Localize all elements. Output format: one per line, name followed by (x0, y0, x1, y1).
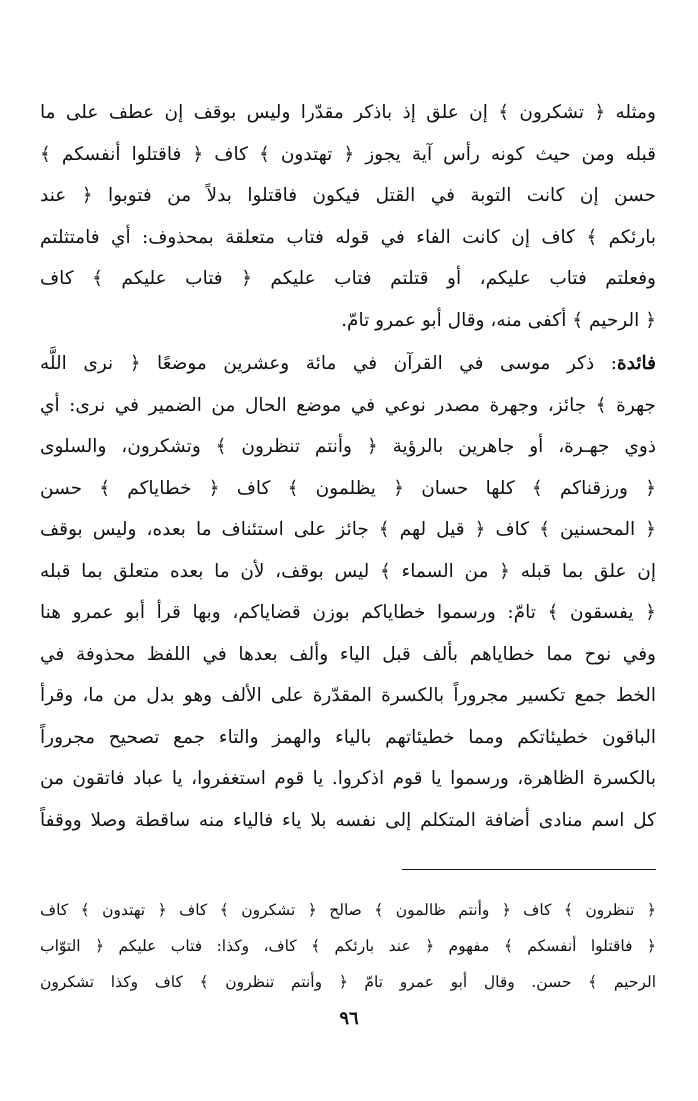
footnote-block (40, 892, 656, 1000)
fa-line (40, 343, 656, 385)
text-line: ﴿ يفسقون ﴾ تامّ: ورسموا خطاياكم بوزن قضاياكم، وبها قرأ أبو عمرو هنا (40, 602, 656, 623)
text-line: ﴿ ورزقناكم ﴾ كلها حسان ﴿ يظلمون ﴾ كاف ﴿ خطاياكم ﴾ حسن (40, 477, 656, 499)
text-line: الباقون خطيئاتكم ومما خطيئاتهم بالياء والهمز والتاء جمع تصحيح مجروراً (40, 726, 656, 748)
fa-line-rest: : ذكر موسى في القرآن في مائة وعشرين موضعًا ﴿ نرى اللَّه (40, 353, 617, 374)
text-line: الخط جمع تكسير مجروراً بالكسرة المقدّرة على الألف وهو بدل من ما، وقرأ (40, 685, 656, 706)
text-line: وفعلتم فتاب عليكم، أو قتلتم فتاب عليكم ﴿ فتاب عليكم ﴾ كاف (40, 268, 656, 289)
text-line: ﴿ المحسنين ﴾ كاف ﴿ قيل لهم ﴾ جائز على استئناف ما بعده، وليس بوقف (40, 519, 656, 540)
page-number: ٩٦ (339, 1008, 359, 1029)
text-line: وفي نوح مما خطاياهم بألف قبل الياء وألف بعدها في اللفظ محذوفة في (40, 643, 656, 665)
text-line: ﴿ الرحيم ﴾ أكفى منه، وقال أبو عمرو تامّ. (341, 309, 656, 331)
text-line: حسن إن كانت التوبة في القتل فيكون فاقتلوا بدلاً من فتوبوا ﴿ عند (40, 185, 656, 206)
main-text-block (40, 92, 656, 841)
text-line: جهرة ﴾ جائز، وجهرة مصدر نوعي في موضع الحال من الضمير في نرى: أي (40, 394, 656, 416)
text-line: ذوي جهـرة، أو جاهرين بالرؤية ﴿ وأنتم تنظرون ﴾ وتشكرون، والسلوى (40, 436, 656, 457)
footnote-line: ﴿ فاقتلوا أنفسكم ﴾ مفهوم ﴿ عند بارئكم ﴾ كاف، وكذا: فتاب عليكم ﴿ التوّاب (40, 937, 656, 955)
text-line: قبله ومن حيث كونه رأس آية يجوز ﴿ تهتدون ﴾ كاف ﴿ فاقتلوا أنفسكم ﴾ (40, 143, 656, 165)
text-line: بارئكم ﴾ كاف إن كانت الفاء في قوله فتاب متعلقة بمحذوف: أي فامتثلتم (40, 226, 656, 248)
footnote-divider (402, 869, 656, 870)
footnote-line: ﴿ تنظرون ﴾ كاف ﴿ وأنتم ظالمون ﴾ صالح ﴿ تشكرون ﴾ كاف ﴿ تهتدون ﴾ كاف (40, 901, 656, 919)
text-line: ومثله ﴿ تشكرون ﴾ إن علق إذ باذكر مقدّرا وليس بوقف إن عطف على ما (40, 102, 656, 123)
fa-label: فائدة (616, 353, 656, 374)
footnote-line: الرحيم ﴾ حسن. وقال أبو عمرو تامّ ﴿ وأنتم تنظرون ﴾ كاف وكذا تشكرون (40, 973, 656, 991)
text-line: بالكسرة الظاهرة، ورسموا يا قوم اذكروا. يا قوم استغفروا، يا عباد فاتقون من (40, 768, 656, 789)
text-line: كل اسم منادى أضافة المتكلم إلى نفسه بلا ياء فالياء منه ساقطة وصلا ووقفاً (40, 809, 656, 831)
text-line: إن علق بما قبله ﴿ من السماء ﴾ ليس بوقف، لأن ما بعده متعلق بما قبله (40, 560, 656, 582)
